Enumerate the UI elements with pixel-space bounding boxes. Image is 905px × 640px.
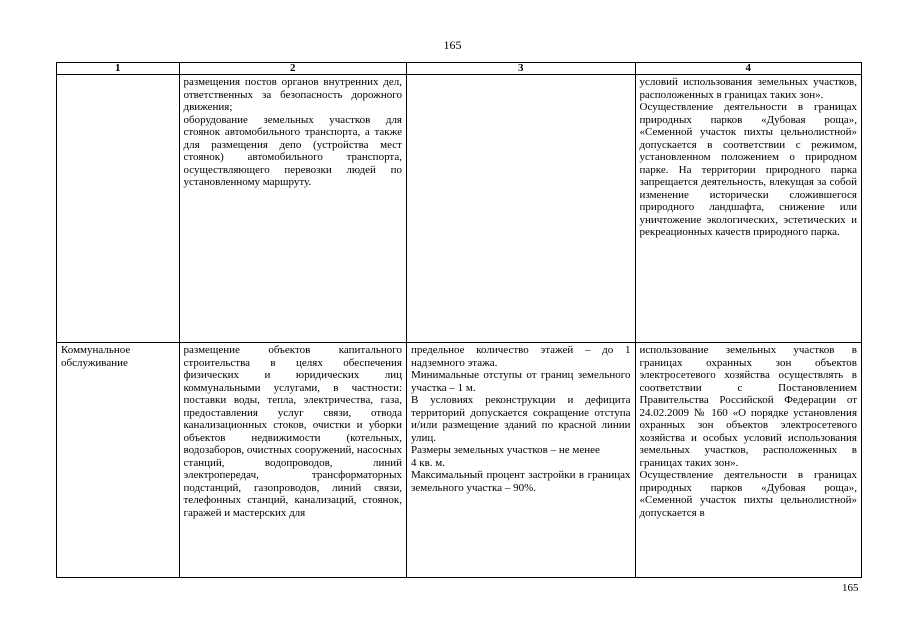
column-header-4: 4	[635, 63, 861, 75]
table-cell-description: размещения постов органов внутренних дел, ответственных за безопасность дорожного движения; оборудование земельных участков для стоянок автомобильного транспорта, а также для размещения депо (устройства мест стоянок) автомобильного транспорта, осуществляющего перевозки людей по установленному маршруту.	[179, 75, 407, 343]
column-header-1: 1	[57, 63, 180, 75]
table-row	[57, 343, 862, 578]
table-cell-parameters: предельное количество этажей – до 1 надземного этажа. Минимальные отступы от границ земельного участка – 1 м. В условиях реконструкции и дефицита территорий допускается сокращение отступа и/или размещение зданий по красной линии улиц. Размеры земельных участков – не менее 4 кв. м. Максимальный процент застройки в границах земельного участка – 90%.	[407, 343, 636, 578]
page-number-bottom: 165	[842, 582, 859, 594]
column-header-3: 3	[407, 63, 636, 75]
table-row	[57, 75, 862, 343]
table-cell-use-type	[57, 75, 180, 343]
table-header-row	[57, 63, 862, 75]
page-number-top: 165	[443, 38, 462, 52]
table-cell-restrictions: условий использования земельных участков, расположенных в границах таких зон». Осуществление деятельности в границах природных парков «Дубовая роща», «Семенной участок пихты цельнолистной» допускается в соответствии с режимом, установленном положением о природном парке. На территории природного парка запрещается деятельность, влекущая за собой изменение исторически сложившегося природного ландшафта, снижение или уничтожение экологических, эстетических и рекреационных качеств природного парка.	[635, 75, 861, 343]
table-cell-restrictions: использование земельных участков в границах охранных зон объектов электросетевого хозяйства осуществлять в соответствии с Постановлением Правительства Российской Федерации от 24.02.2009 № 160 «О порядке установления охранных зон объектов электросетевого хозяйства и особых условий использования земельных участков, расположенных в границах таких зон». Осуществление деятельности в границах природных парков «Дубовая роща», «Семенной участок пихты цельнолистной» допускается в	[635, 343, 861, 578]
column-header-2: 2	[179, 63, 407, 75]
land-use-table	[56, 62, 862, 578]
table-cell-description: размещение объектов капитального строительства в целях обеспечения физических и юридических лиц коммунальными услугами, в частности: поставки воды, тепла, электричества, газа, предоставления услуг связи, отвода канализационных стоков, очистки и уборки объектов недвижимости (котельных, водозаборов, очистных сооружений, насосных станций, водопроводов, линий электропередач, трансформаторных подстанций, газопроводов, линий связи, телефонных станций, канализаций, стоянок, гаражей и мастерских для	[179, 343, 407, 578]
table-cell-use-type: Коммунальное обслуживание	[57, 343, 180, 578]
table-cell-parameters	[407, 75, 636, 343]
